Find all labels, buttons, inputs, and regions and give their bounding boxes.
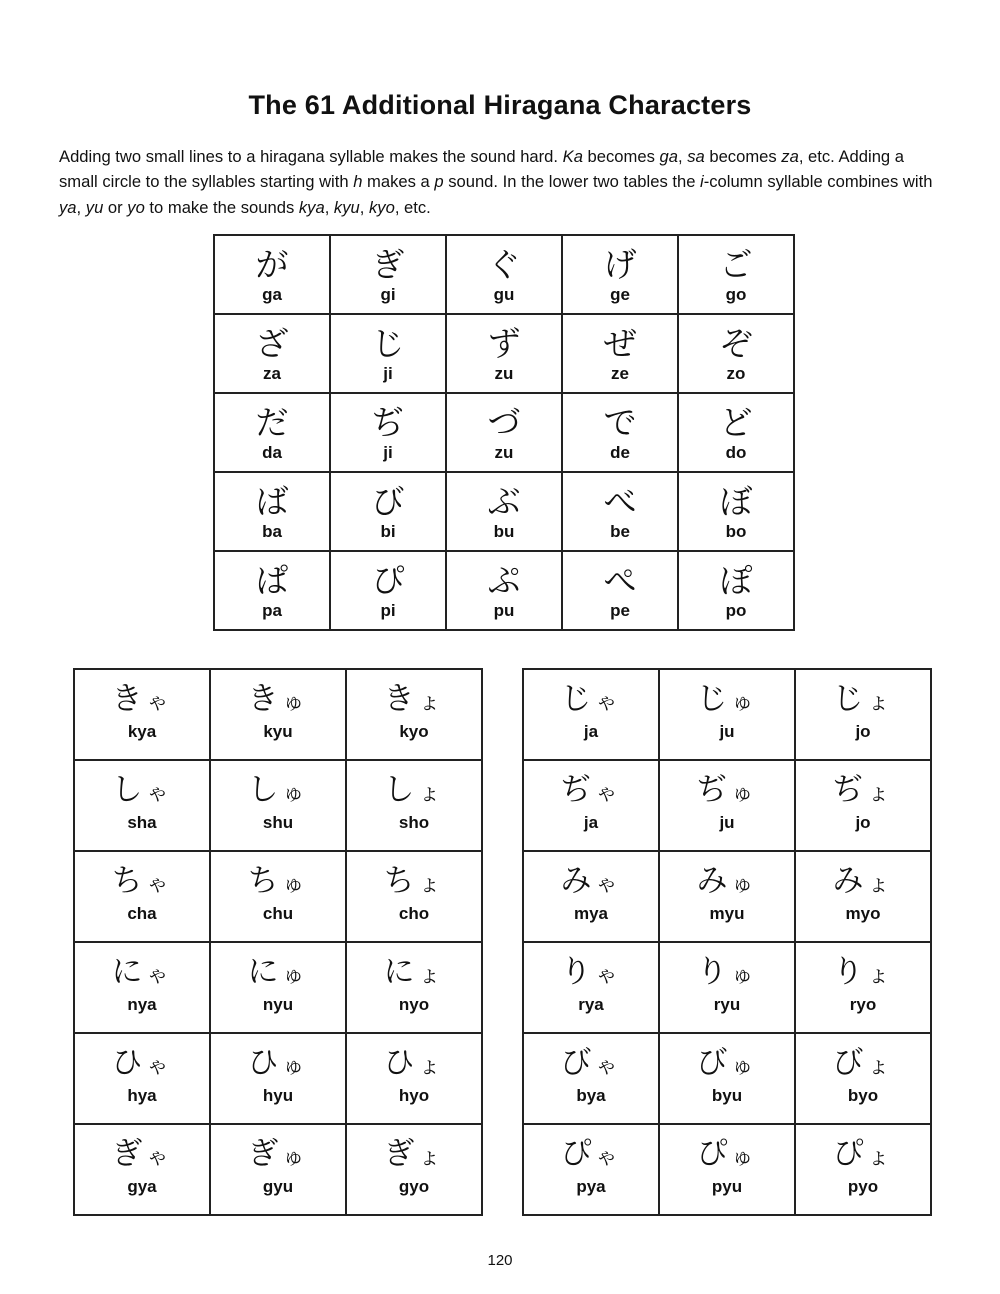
romaji-label: jo	[855, 813, 871, 832]
table-row	[523, 1033, 931, 1124]
kana-character	[211, 863, 345, 899]
kana-small: ょ	[867, 690, 894, 715]
kana-character: ず	[487, 324, 521, 363]
kana-small: ゃ	[595, 1054, 622, 1079]
kana-small: ゅ	[282, 872, 309, 897]
kana-character	[211, 1136, 345, 1172]
kana-cell	[659, 760, 795, 851]
romaji-label: bo	[725, 522, 747, 541]
table-row	[523, 942, 931, 1033]
kana-base: ぎ	[111, 1136, 147, 1172]
kana-character: ぽ	[719, 561, 753, 600]
romaji-label: byo	[847, 1086, 879, 1105]
kana-character	[347, 1136, 481, 1172]
kana-base: ぢ	[832, 772, 868, 808]
kana-character	[524, 954, 658, 990]
kana-small: ゃ	[146, 963, 173, 988]
romaji-label: ba	[262, 522, 282, 541]
kana-small: ゅ	[731, 1145, 758, 1170]
kana-cell	[523, 1033, 659, 1124]
kana-small: ゃ	[595, 872, 622, 897]
romaji-label: ga	[262, 285, 282, 304]
kana-cell	[214, 551, 330, 630]
kana-cell	[346, 669, 482, 760]
kana-small: ょ	[867, 1054, 894, 1079]
kana-small: ゅ	[282, 1054, 309, 1079]
kana-cell	[74, 942, 210, 1033]
romaji-label: ja	[583, 813, 599, 832]
kana-cell	[346, 1124, 482, 1215]
kana-cell	[214, 235, 330, 314]
kana-base: ぢ	[696, 772, 732, 808]
kana-small: ょ	[418, 781, 445, 806]
romaji-label: hya	[127, 1086, 157, 1105]
kana-small: ゅ	[282, 963, 309, 988]
kana-character	[660, 772, 794, 808]
kana-character	[524, 681, 658, 717]
kana-base: ひ	[111, 1045, 147, 1081]
romaji-label: byu	[711, 1086, 743, 1105]
kana-cell	[659, 1124, 795, 1215]
kana-base: り	[696, 954, 732, 990]
kana-small: ょ	[418, 963, 445, 988]
kana-cell	[523, 1124, 659, 1215]
romaji-label: pi	[380, 601, 396, 620]
romaji-label: ji	[383, 443, 393, 462]
kana-cell	[74, 1124, 210, 1215]
kana-character: ざ	[255, 324, 289, 363]
kana-character: ぴ	[371, 561, 405, 600]
table-row	[74, 1124, 482, 1215]
table-row	[74, 1033, 482, 1124]
romaji-label: gya	[127, 1177, 157, 1196]
kana-character	[796, 954, 930, 990]
kana-cell	[74, 760, 210, 851]
romaji-label: bu	[493, 522, 515, 541]
kana-small: ゅ	[731, 1054, 758, 1079]
kana-cell	[330, 551, 446, 630]
kana-character	[796, 1045, 930, 1081]
romaji-label: zu	[494, 364, 514, 383]
kana-cell	[74, 1033, 210, 1124]
kana-cell	[210, 1033, 346, 1124]
romaji-label: de	[610, 443, 630, 462]
kana-cell	[346, 760, 482, 851]
romaji-label: kyu	[263, 722, 293, 741]
kana-base: し	[111, 772, 147, 808]
romaji-label: rya	[578, 995, 604, 1014]
kana-base: ひ	[383, 1045, 419, 1081]
kana-small: ゃ	[146, 872, 173, 897]
romaji-label: jo	[855, 722, 871, 741]
romaji-label: pu	[493, 601, 515, 620]
kana-character	[660, 1136, 794, 1172]
romaji-label: do	[725, 443, 747, 462]
kana-cell	[523, 942, 659, 1033]
kana-character	[347, 863, 481, 899]
kana-cell	[210, 669, 346, 760]
kana-cell	[659, 1033, 795, 1124]
romaji-label: nyu	[262, 995, 294, 1014]
romaji-label: ja	[583, 722, 599, 741]
kana-cell	[210, 942, 346, 1033]
kana-base: に	[247, 954, 283, 990]
kana-character: ぱ	[255, 561, 289, 600]
kana-character	[796, 772, 930, 808]
kana-character	[75, 1136, 209, 1172]
kana-character	[660, 1045, 794, 1081]
kana-character: ぼ	[719, 482, 753, 521]
romaji-label: myo	[845, 904, 881, 923]
kana-base: ち	[111, 863, 147, 899]
kana-character	[211, 954, 345, 990]
kana-cell	[330, 235, 446, 314]
romaji-label: kya	[127, 722, 157, 741]
romaji-label: be	[610, 522, 630, 541]
kana-cell	[659, 851, 795, 942]
romaji-label: nyo	[398, 995, 430, 1014]
kana-small: ゃ	[595, 690, 622, 715]
kana-character	[796, 681, 930, 717]
kana-cell	[523, 760, 659, 851]
kana-character	[211, 772, 345, 808]
kana-character: べ	[603, 482, 637, 521]
kana-cell	[210, 760, 346, 851]
kana-cell	[346, 851, 482, 942]
romaji-label: chu	[262, 904, 294, 923]
romaji-label: mya	[573, 904, 609, 923]
page-number: 120	[487, 1252, 513, 1269]
kana-base: ぴ	[696, 1136, 732, 1172]
kana-character: じ	[371, 324, 405, 363]
table-row	[214, 235, 794, 314]
table-row	[214, 472, 794, 551]
kana-base: き	[111, 681, 147, 717]
kana-character	[75, 954, 209, 990]
table-row	[214, 551, 794, 630]
kana-character	[75, 681, 209, 717]
romaji-label: kyo	[399, 722, 429, 741]
romaji-label: ryo	[849, 995, 877, 1014]
kana-small: ゅ	[731, 872, 758, 897]
romaji-label: go	[725, 285, 747, 304]
kana-character: ぺ	[603, 561, 637, 600]
kana-small: ょ	[418, 690, 445, 715]
romaji-label: ryu	[713, 995, 741, 1014]
romaji-label: pa	[262, 601, 282, 620]
kana-cell	[74, 851, 210, 942]
kana-cell	[562, 551, 678, 630]
romaji-label: gyu	[262, 1177, 294, 1196]
romaji-label: gu	[493, 285, 515, 304]
kana-small: ゅ	[731, 963, 758, 988]
kana-small: ょ	[418, 1054, 445, 1079]
kana-character	[796, 1136, 930, 1172]
kana-cell	[330, 472, 446, 551]
table-row	[523, 760, 931, 851]
kana-cell	[214, 472, 330, 551]
kana-cell	[330, 393, 446, 472]
romaji-label: za	[263, 364, 281, 383]
kana-cell	[562, 472, 678, 551]
kana-character	[796, 863, 930, 899]
kana-cell	[346, 942, 482, 1033]
kana-small: ゃ	[146, 781, 173, 806]
kana-cell	[446, 472, 562, 551]
kana-character	[660, 863, 794, 899]
kana-base: ぴ	[832, 1136, 868, 1172]
kana-base: り	[832, 954, 868, 990]
romaji-label: cho	[398, 904, 430, 923]
kana-character	[660, 954, 794, 990]
kana-cell	[795, 1124, 931, 1215]
romaji-label: pya	[576, 1177, 606, 1196]
kana-cell	[446, 235, 562, 314]
romaji-label: shu	[262, 813, 294, 832]
romaji-label: myu	[709, 904, 745, 923]
kana-base: じ	[832, 681, 868, 717]
kana-cell	[214, 314, 330, 393]
table-row	[74, 942, 482, 1033]
table-row	[74, 669, 482, 760]
romaji-label: sha	[127, 813, 157, 832]
kana-character	[524, 863, 658, 899]
kana-small: ゃ	[146, 1054, 173, 1079]
romaji-label: pe	[610, 601, 630, 620]
table-row	[523, 669, 931, 760]
kana-base: に	[383, 954, 419, 990]
kana-cell	[346, 1033, 482, 1124]
kana-small: ゅ	[282, 690, 309, 715]
kana-small: ょ	[867, 781, 894, 806]
kana-base: ひ	[247, 1045, 283, 1081]
kana-cell	[678, 472, 794, 551]
kana-small: ょ	[418, 1145, 445, 1170]
kana-base: ぎ	[383, 1136, 419, 1172]
table-row	[74, 851, 482, 942]
kana-small: ゃ	[146, 1145, 173, 1170]
kana-character	[75, 863, 209, 899]
kana-character	[524, 772, 658, 808]
romaji-label: po	[725, 601, 747, 620]
kana-character	[347, 681, 481, 717]
kana-cell	[678, 551, 794, 630]
intro-paragraph: Adding two small lines to a hiragana syllable makes the sound hard. Ka becomes ga, sa becomes za, etc. Adding a small circle to the syllables starting with h makes a p sound. In the lower two tables the i-column syllable combines with ya, yu or yo to make the sounds kya, kyu, kyo, etc.	[59, 146, 933, 217]
kana-character: ご	[719, 245, 753, 284]
kana-base: ぢ	[560, 772, 596, 808]
kana-small: ゅ	[731, 781, 758, 806]
kana-character: ぎ	[371, 245, 405, 284]
romaji-label: bya	[576, 1086, 606, 1105]
kana-character: ぢ	[371, 403, 405, 442]
romaji-label: hyo	[398, 1086, 430, 1105]
kana-cell	[523, 851, 659, 942]
romaji-label: gyo	[398, 1177, 430, 1196]
romaji-label: ji	[383, 364, 393, 383]
romaji-label: zo	[726, 364, 746, 383]
kana-cell	[446, 551, 562, 630]
kana-base: み	[696, 863, 732, 899]
kana-character: ば	[255, 482, 289, 521]
romaji-label: zu	[494, 443, 514, 462]
kana-cell	[330, 314, 446, 393]
page-title: The 61 Additional Hiragana Characters	[248, 90, 752, 121]
kana-small: ゅ	[731, 690, 758, 715]
kana-cell	[795, 942, 931, 1033]
kana-cell	[74, 669, 210, 760]
romaji-label: pyo	[847, 1177, 879, 1196]
kana-base: じ	[560, 681, 596, 717]
kana-small: ょ	[867, 872, 894, 897]
kana-character: ぞ	[719, 324, 753, 363]
kana-character	[75, 1045, 209, 1081]
kana-cell	[562, 393, 678, 472]
kana-base: り	[560, 954, 596, 990]
dakuten-table	[213, 234, 795, 631]
kana-small: ゃ	[595, 781, 622, 806]
table-row	[214, 314, 794, 393]
kana-character: ぷ	[487, 561, 521, 600]
kana-cell	[795, 1033, 931, 1124]
kana-cell	[562, 235, 678, 314]
kana-small: ょ	[418, 872, 445, 897]
kana-cell	[523, 669, 659, 760]
kana-character: ぐ	[487, 245, 521, 284]
kana-base: ち	[383, 863, 419, 899]
kana-base: み	[832, 863, 868, 899]
kana-small: ょ	[867, 1145, 894, 1170]
romaji-label: pyu	[711, 1177, 743, 1196]
kana-small: ゃ	[595, 1145, 622, 1170]
romaji-label: cha	[127, 904, 157, 923]
kana-character	[75, 772, 209, 808]
kana-small: ょ	[867, 963, 894, 988]
kana-cell	[795, 669, 931, 760]
kana-character: ぜ	[603, 324, 637, 363]
kana-cell	[678, 393, 794, 472]
kana-base: し	[383, 772, 419, 808]
table-row	[523, 851, 931, 942]
kana-small: ゃ	[146, 690, 173, 715]
kana-base: し	[247, 772, 283, 808]
kana-character: ぶ	[487, 482, 521, 521]
table-row	[214, 393, 794, 472]
romaji-label: bi	[380, 522, 396, 541]
romaji-label: ge	[610, 285, 630, 304]
kana-cell	[214, 393, 330, 472]
kana-small: ゃ	[595, 963, 622, 988]
kana-base: き	[247, 681, 283, 717]
kana-cell	[210, 851, 346, 942]
romaji-label: nya	[127, 995, 157, 1014]
kana-base: び	[832, 1045, 868, 1081]
kana-character: づ	[487, 403, 521, 442]
kana-character: だ	[255, 403, 289, 442]
romaji-label: hyu	[262, 1086, 294, 1105]
kana-cell	[210, 1124, 346, 1215]
kana-small: ゅ	[282, 1145, 309, 1170]
kana-base: じ	[696, 681, 732, 717]
kana-base: ち	[247, 863, 283, 899]
kana-base: び	[696, 1045, 732, 1081]
romaji-label: da	[262, 443, 282, 462]
kana-character	[347, 1045, 481, 1081]
kana-character	[211, 681, 345, 717]
kana-character: げ	[603, 245, 637, 284]
kana-cell	[678, 235, 794, 314]
kana-character: ど	[719, 403, 753, 442]
kana-character: で	[603, 403, 637, 442]
youon-table-right	[522, 668, 932, 1216]
kana-base: き	[383, 681, 419, 717]
kana-cell	[678, 314, 794, 393]
kana-base: み	[560, 863, 596, 899]
kana-character	[211, 1045, 345, 1081]
kana-character	[524, 1136, 658, 1172]
kana-base: び	[560, 1045, 596, 1081]
kana-cell	[795, 851, 931, 942]
kana-small: ゅ	[282, 781, 309, 806]
kana-character	[660, 681, 794, 717]
kana-base: に	[111, 954, 147, 990]
table-row	[74, 760, 482, 851]
kana-cell	[562, 314, 678, 393]
kana-base: ぎ	[247, 1136, 283, 1172]
youon-table-left	[73, 668, 483, 1216]
table-row	[523, 1124, 931, 1215]
romaji-label: ju	[719, 813, 735, 832]
kana-cell	[446, 314, 562, 393]
kana-character: が	[255, 245, 289, 284]
kana-cell	[659, 942, 795, 1033]
kana-character	[347, 954, 481, 990]
kana-base: ぴ	[560, 1136, 596, 1172]
romaji-label: sho	[398, 813, 430, 832]
romaji-label: ju	[719, 722, 735, 741]
kana-cell	[795, 760, 931, 851]
romaji-label: ze	[611, 364, 629, 383]
kana-cell	[446, 393, 562, 472]
romaji-label: gi	[380, 285, 396, 304]
kana-character	[347, 772, 481, 808]
kana-character: び	[371, 482, 405, 521]
kana-cell	[659, 669, 795, 760]
kana-character	[524, 1045, 658, 1081]
